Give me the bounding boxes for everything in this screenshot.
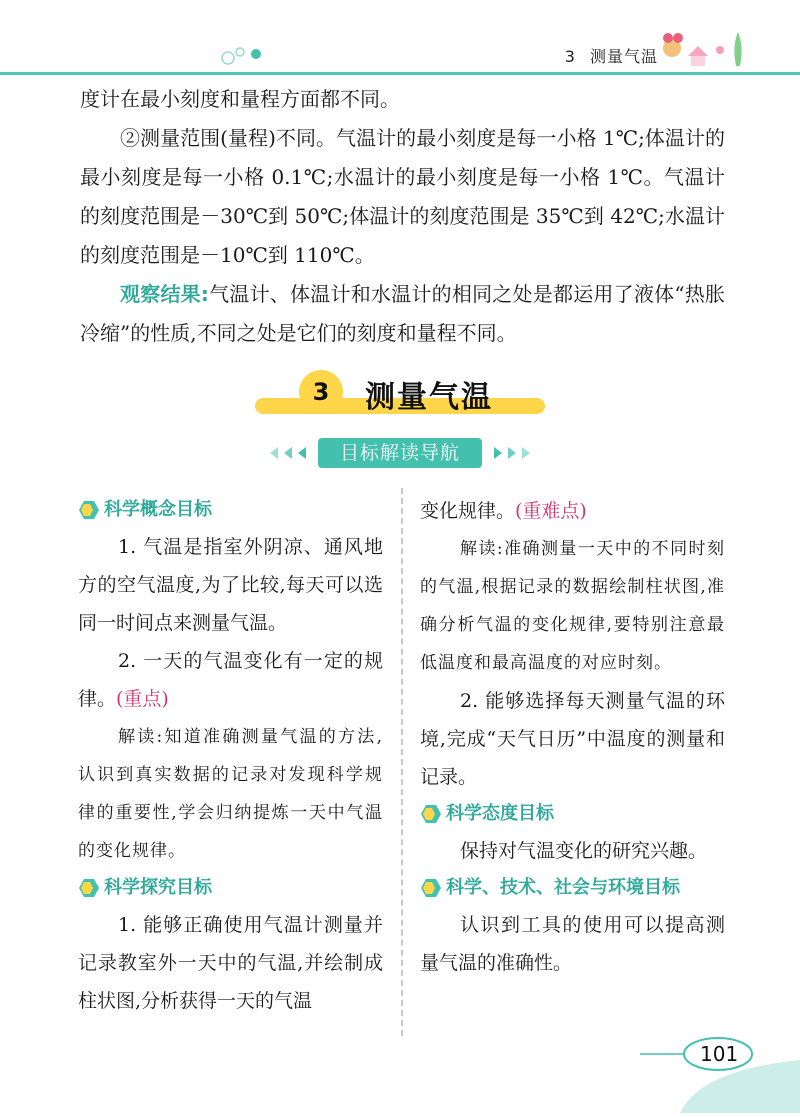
left-arrows-icon [262, 444, 314, 462]
heading-science-attitude-text: 科学态度目标 [446, 803, 554, 824]
goal-navigation-label: 目标解读导航 [318, 438, 482, 468]
page-number-area [640, 1030, 800, 1113]
right-column [420, 492, 725, 982]
stse-item: 认识到工具的使用可以提高测量气温的准确性。 [420, 914, 725, 974]
concept-item-2-text: 2. 一天的气温变化有一定的规律。 [78, 650, 383, 710]
heading-stse [420, 870, 725, 906]
section-number-badge: 3 [299, 370, 343, 414]
heading-science-inquiry [78, 870, 383, 906]
goal-navigation-banner [262, 438, 538, 468]
inquiry-continued-text: 变化规律。 [420, 500, 516, 522]
concept-item-2 [78, 642, 383, 718]
continued-text [80, 80, 725, 353]
column-divider [401, 488, 403, 1036]
interpretation-1: 解读:知道准确测量气温的方法,认识到真实数据的记录对发现科学规律的重要性,学会归纳提炼一天中气温的变化规律。 [78, 727, 383, 861]
page-number: 101 [700, 1042, 739, 1066]
hexagon-icon [420, 878, 442, 898]
running-header [565, 44, 658, 67]
heading-stse-text: 科学、技术、社会与环境目标 [446, 877, 680, 898]
inquiry-item-1-continued [420, 492, 725, 530]
inquiry-item-1: 1. 能够正确使用气温计测量并记录教室外一天中的气温,并绘制成柱状图,分析获得一天的气温 [78, 914, 383, 1012]
section-title [255, 370, 545, 420]
observation-text: 气温计、体温计和水温计的相同之处是都运用了液体“热胀冷缩”的性质,不同之处是它们的刻度和量程不同。 [80, 282, 725, 345]
observation-label: 观察结果: [120, 282, 209, 306]
hexagon-icon [78, 878, 100, 898]
heading-science-attitude [420, 796, 725, 832]
header-chapter-title: 测量气温 [589, 47, 658, 66]
interpretation-2: 解读:准确测量一天中的不同时刻的气温,根据记录的数据绘制柱状图,准确分析气温的变化规律,要特别注意最低温度和最高温度的对应时刻。 [420, 539, 725, 673]
paragraph-measuring-range: ②测量范围(量程)不同。气温计的最小刻度是每一小格 1℃;体温计的最小刻度是每一小格 0.1℃;水温计的最小刻度是每一小格 1℃。气温计的刻度范围是－30℃到 50℃;体温计的刻度范围是 35℃到 42℃;水温计的刻度范围是－10℃到 110℃。 [80, 126, 725, 267]
hexagon-icon [78, 500, 100, 520]
left-column [78, 492, 383, 1020]
concept-item-1: 1. 气温是指室外阴凉、通风地方的空气温度,为了比较,每天可以选同一时间点来测量气温。 [78, 536, 383, 634]
key-point-mark: (重点) [116, 688, 169, 710]
difficult-point-mark: (重难点) [515, 500, 587, 522]
section-title-text: 测量气温 [365, 380, 493, 415]
paragraph-observation-result [80, 275, 725, 353]
inquiry-item-2: 2. 能够选择每天测量气温的环境,完成“天气日历”中温度的测量和记录。 [420, 690, 725, 788]
hexagon-icon [420, 804, 442, 824]
header-illustration [658, 26, 748, 74]
right-arrows-icon [486, 444, 538, 462]
attitude-item: 保持对气温变化的研究兴趣。 [460, 840, 708, 862]
bubbles-decoration [218, 40, 268, 70]
paragraph-scale-difference: 度计在最小刻度和量程方面都不同。 [80, 87, 400, 111]
heading-science-concept-text: 科学概念目标 [104, 499, 212, 520]
header-chapter-number: 3 [564, 47, 576, 66]
heading-science-inquiry-text: 科学探究目标 [104, 877, 212, 898]
heading-science-concept [78, 492, 383, 528]
